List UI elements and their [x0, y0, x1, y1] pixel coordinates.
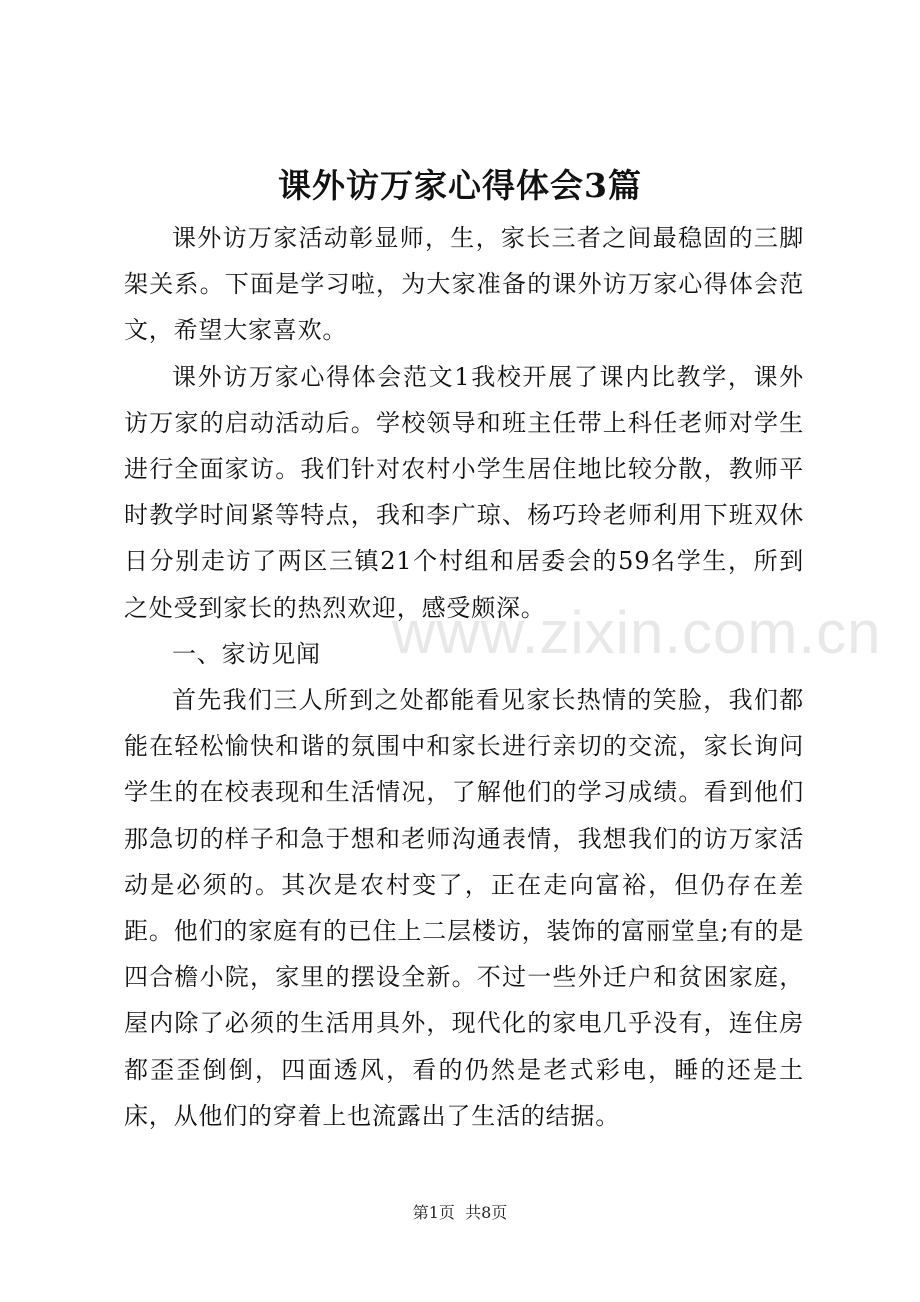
site-watermark: www.zixin.com.cn: [392, 599, 882, 666]
paragraph-intro: 课外访万家活动彰显师，生，家长三者之间最稳固的三脚架关系。下面是学习啦，为大家准备的课外访万家心得体会范文，希望大家喜欢。: [124, 224, 804, 345]
document-body: [124, 215, 804, 1139]
section-heading-home-visit: 一、家访见闻: [172, 639, 321, 668]
page-footer: 第1页 共8页: [412, 1203, 508, 1222]
document-title: 课外访万家心得体会3篇: [278, 166, 642, 205]
paragraph-essay-1: 课外访万家心得体会范文1我校开展了课内比教学，课外访万家的启动活动后。学校领导和班主任带上科任老师对学生进行全面家访。我们针对农村小学生居住地比较分散，教师平时教学时间紧等特点，我和李广琼、杨巧玲老师利用下班双休日分别走访了两区三镇21个村组和居委会的59名学生，所到之处受到家长的热烈欢迎，感受颇深。: [124, 362, 804, 622]
paragraph-home-visit: 首先我们三人所到之处都能看见家长热情的笑脸，我们都能在轻松愉快和谐的氛围中和家长进行亲切的交流，家长询问学生的在校表现和生活情况，了解他们的学习成绩。看到他们那急切的样子和急于想和老师沟通表情，我想我们的访万家活动是必须的。其次是农村变了，正在走向富裕，但仍存在差距。他们的家庭有的已住上二层楼访，装饰的富丽堂皇;有的是四合檐小院，家里的摆设全新。不过一些外迁户和贫困家庭，屋内除了必须的生活用具外，现代化的家电几乎没有，连住房都歪歪倒倒，四面透风，看的仍然是老式彩电，睡的还是土床，从他们的穿着上也流露出了生活的结据。: [124, 686, 804, 1130]
